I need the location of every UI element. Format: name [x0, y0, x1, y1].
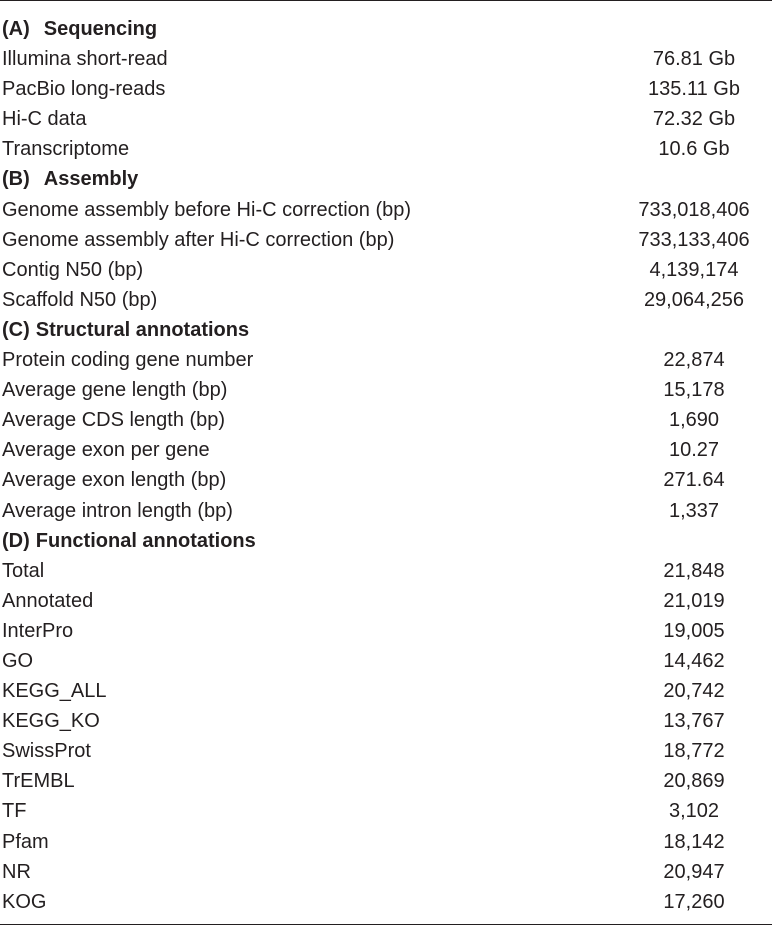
- row-value: 29,064,256: [643, 288, 745, 311]
- row-label: Genome assembly before Hi-C correction (bp): [2, 198, 412, 221]
- table-row: [0, 195, 772, 225]
- row-value: 72.32 Gb: [652, 108, 736, 131]
- row-value: 1,690: [668, 409, 720, 432]
- row-label: Protein coding gene number: [2, 349, 254, 372]
- section-header: [0, 315, 772, 345]
- row-label: Transcriptome: [2, 138, 130, 161]
- row-value: 3,102: [668, 800, 720, 823]
- table-row: [0, 827, 772, 857]
- row-value: 18,772: [663, 740, 725, 763]
- row-label: TF: [2, 800, 27, 823]
- row-value: 21,019: [663, 589, 725, 612]
- table-row: [0, 225, 772, 255]
- row-value: 733,133,406: [638, 228, 750, 251]
- row-value: 4,139,174: [649, 258, 739, 281]
- table-bottom-rule: [0, 924, 772, 925]
- row-value: 10.6 Gb: [658, 138, 730, 161]
- row-label: NR: [2, 860, 31, 883]
- row-label: KEGG_KO: [2, 710, 100, 733]
- table-row: [0, 465, 772, 495]
- table-row: [0, 44, 772, 74]
- table-row: [0, 706, 772, 736]
- row-label: Pfam: [2, 830, 49, 853]
- section-title-text: Assembly: [43, 168, 139, 191]
- table-row: [0, 134, 772, 164]
- row-value: 13,767: [663, 710, 725, 733]
- row-value: 15,178: [663, 379, 725, 402]
- row-label: Average exon per gene: [2, 439, 210, 462]
- row-value: 22,874: [663, 349, 725, 372]
- row-label: TrEMBL: [2, 770, 75, 793]
- row-value: 14,462: [663, 649, 725, 672]
- section-letter: (B): [2, 168, 30, 191]
- table-row: [0, 556, 772, 586]
- table-row: [0, 255, 772, 285]
- row-label: SwissProt: [2, 740, 91, 763]
- section-letter: (A): [2, 18, 30, 40]
- section-header: [0, 14, 772, 44]
- row-value: 20,869: [663, 770, 725, 793]
- section-title-text: Structural annotations: [35, 318, 250, 341]
- row-value: 10.27: [668, 439, 720, 462]
- section-title: [2, 14, 157, 44]
- row-label: KEGG_ALL: [2, 680, 107, 703]
- table-row: [0, 736, 772, 766]
- table-row: [0, 74, 772, 104]
- row-value: 733,018,406: [638, 198, 750, 221]
- section-title-text: Functional annotations: [35, 529, 256, 552]
- table-row: [0, 496, 772, 526]
- section-letter: (D): [2, 529, 30, 552]
- section-title: [2, 526, 256, 556]
- row-label: PacBio long-reads: [2, 78, 166, 101]
- row-label: Average CDS length (bp): [2, 409, 226, 432]
- row-value: 21,848: [663, 559, 725, 582]
- section-title-text: Sequencing: [43, 18, 158, 40]
- section-header: [0, 526, 772, 556]
- table-row: [0, 616, 772, 646]
- row-value: 18,142: [663, 830, 725, 853]
- table-row: [0, 586, 772, 616]
- row-label: Hi-C data: [2, 108, 87, 131]
- row-label: Genome assembly after Hi-C correction (bp): [2, 228, 395, 251]
- row-value: 1,337: [668, 499, 720, 522]
- table-row: [0, 887, 772, 917]
- row-label: Contig N50 (bp): [2, 258, 144, 281]
- table-row: [0, 345, 772, 375]
- row-value: 20,947: [663, 860, 725, 883]
- section-header: [0, 164, 772, 194]
- row-label: KOG: [2, 890, 47, 913]
- row-label: Illumina short-read: [2, 48, 168, 71]
- table-row: [0, 796, 772, 826]
- row-label: Average intron length (bp): [2, 499, 233, 522]
- table-row: [0, 435, 772, 465]
- row-label: Total: [2, 559, 45, 582]
- row-value: 17,260: [663, 890, 725, 913]
- row-value: 20,742: [663, 680, 725, 703]
- table-row: [0, 857, 772, 887]
- row-value: 135.11 Gb: [648, 78, 740, 101]
- row-label: GO: [2, 649, 34, 672]
- row-label: InterPro: [2, 619, 74, 642]
- row-value: 19,005: [663, 619, 725, 642]
- section-title: [2, 315, 249, 345]
- table-row: [0, 766, 772, 796]
- section-letter: (C): [2, 318, 30, 341]
- section-title: [2, 164, 138, 194]
- row-label: Scaffold N50 (bp): [2, 288, 158, 311]
- table-top-rule: [0, 0, 772, 1]
- table-row: [0, 676, 772, 706]
- row-value: 76.81 Gb: [652, 48, 736, 71]
- table-row: [0, 646, 772, 676]
- table-row: [0, 375, 772, 405]
- row-label: Average exon length (bp): [2, 469, 227, 492]
- table-row: [0, 104, 772, 134]
- table-row: [0, 405, 772, 435]
- table-body: [0, 14, 772, 917]
- row-label: Average gene length (bp): [2, 379, 228, 402]
- row-label: Annotated: [2, 589, 94, 612]
- table-row: [0, 285, 772, 315]
- row-value: 271.64: [663, 469, 725, 492]
